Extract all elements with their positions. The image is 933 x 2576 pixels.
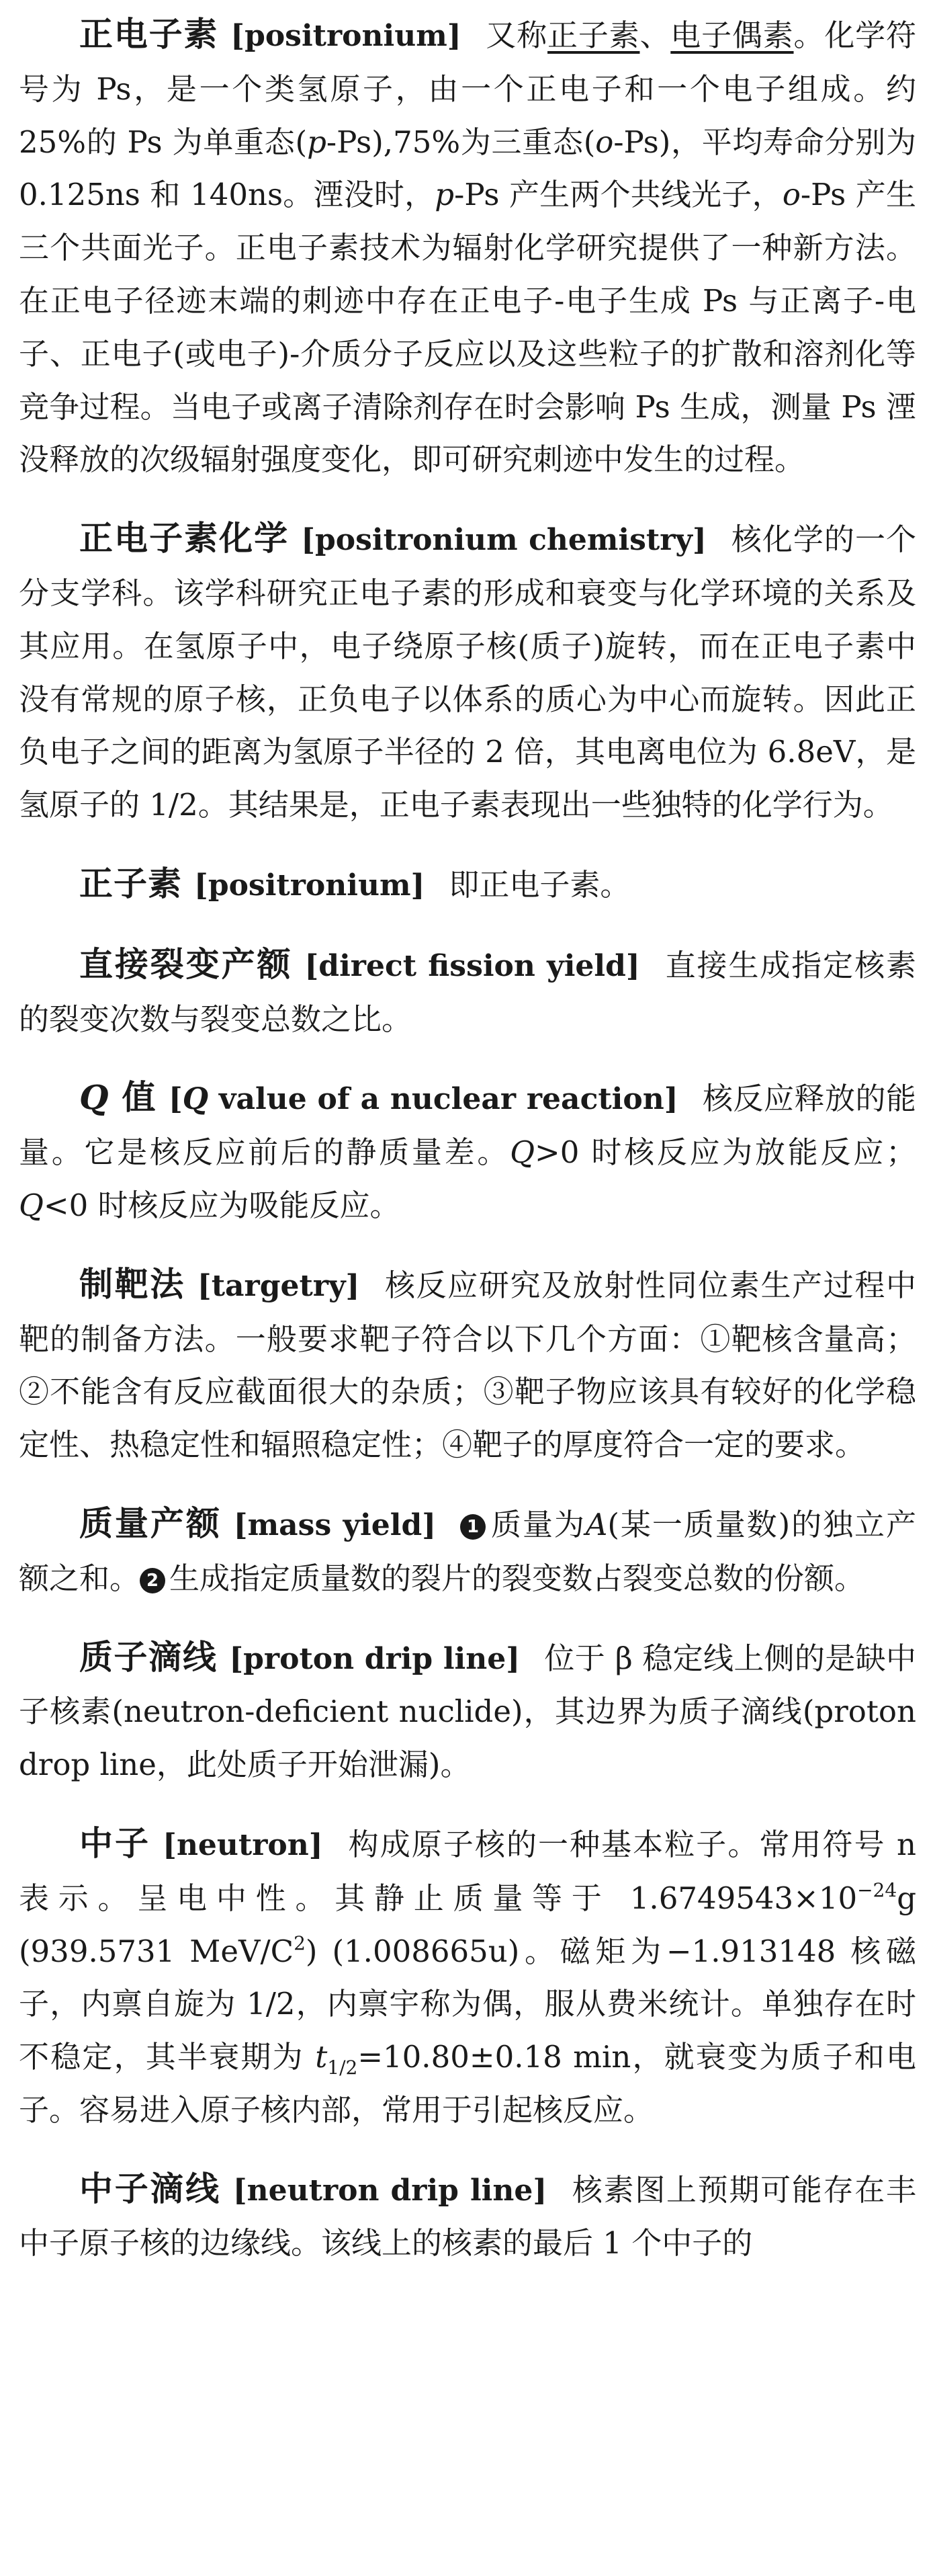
entry-text: 位于 β 稳定线上侧的是缺中子核素(neutron-deficient nuclide)，其边界为质子滴线(proton drop line，此处质子开始泄漏)。 <box>19 1640 917 1783</box>
entry-english-term: [positronium chemistry] <box>301 523 707 558</box>
entry-text: 即正电子素。 <box>449 866 631 903</box>
entry-text: 构成原子核的一种基本粒子。常用符号 n 表示。呈电中性。其静止质量等于 1.6749543×10 <box>19 1826 916 1916</box>
entry-english-term: value of a nuclear reaction] <box>208 1082 678 1117</box>
entry-english-term: [mass yield] <box>233 1507 437 1542</box>
entry-text: 。化学符号为 Ps，是一个类氢原子，由一个正电子和一个电子组成。约 25%的 Ps 为单重态( <box>19 17 916 160</box>
entry-english-open: [ <box>168 1082 183 1117</box>
entry-text: 、 <box>639 17 671 53</box>
entry-term: 值 <box>109 1078 157 1118</box>
entry-q-value <box>19 1071 916 1232</box>
entry-text: 核化学的一个分支学科。该学科研究正电子素的形成和衰变与化学环境的关系及其应用。在氢原子中，电子绕原子核(质子)旋转，而在正电子素中没有常规的原子核，正负电子以体系的质心为中心而旋转。因此正负电子之间的距离为氢原子半径的 2 倍，其电离电位为 6.8eV，是氢原子的 1/2。其结果是，正电子素表现出一些独特的化学行为。 <box>19 522 916 823</box>
entry-text: (某一质量数)的独立产额之和。 <box>19 1506 916 1596</box>
subscript: 1/2 <box>327 2056 358 2079</box>
entry-text: -Ps 产生两个共线光子， <box>454 177 783 213</box>
entry-proton-drip-line <box>19 1631 916 1792</box>
italic-symbol: Q <box>19 1187 44 1223</box>
italic-symbol: p <box>435 177 455 213</box>
entry-term: 制靶法 <box>79 1264 185 1304</box>
entry-targetry <box>19 1258 916 1472</box>
entry-text: 核素图上预期可能存在丰中子原子核的边缘线。该线上的核素的最后 1 个中子的 <box>19 2171 916 2261</box>
entry-positronium-alias <box>19 858 916 913</box>
entry-english-term: [proton drip line] <box>229 1641 521 1676</box>
entry-english-term: [targetry] <box>197 1268 360 1303</box>
entry-text: =10.80±0.18 min，就衰变为质子和电子。容易进入原子核内部，常用于引起核反应。 <box>19 2039 916 2128</box>
entry-english-term: [direct fission yield] <box>304 948 640 983</box>
entry-positronium <box>19 8 916 487</box>
entry-text: -Ps 产生三个共面光子。正电子素技术为辐射化学研究提供了一种新方法。在正电子径迹末端的刺迹中存在正电子-电子生成 Ps 与正离子-电子、正电子(或电子)-介质分子反应以及这些粒子的扩散和溶剂化等竞争过程。当电子或离子清除剂存在时会影响 Ps 生成，测量 Ps 湮没释放的次级辐射强度变化，即可研究刺迹中发生的过程。 <box>19 177 916 478</box>
entry-term: 质子滴线 <box>79 1637 218 1677</box>
superscript: −24 <box>857 1878 897 1901</box>
entry-text: g (939.5731 MeV/C <box>19 1880 916 1969</box>
entry-text: <0 时核反应为吸能反应。 <box>43 1187 400 1223</box>
entry-direct-fission-yield <box>19 938 916 1046</box>
entry-neutron-drip-line <box>19 2163 916 2271</box>
italic-symbol: t <box>315 2039 328 2075</box>
sense-number-badge: 1 <box>460 1514 486 1540</box>
entry-term: 正电子素化学 <box>79 519 290 558</box>
entry-text: 又称 <box>485 17 548 53</box>
entry-english-q: Q <box>182 1082 209 1117</box>
entry-term: 直接裂变产额 <box>79 944 293 984</box>
entry-text: -Ps)，平均寿命分别为 0.125ns 和 140ns。湮没时， <box>19 124 916 213</box>
entry-term: 中子滴线 <box>79 2169 221 2208</box>
entry-term-q: Q <box>79 1077 109 1118</box>
entry-neutron <box>19 1817 916 2137</box>
cross-reference-link[interactable]: 正子素 <box>547 17 640 53</box>
entry-text: 核反应研究及放射性同位素生产过程中靶的制备方法。一般要求靶子符合以下几个方面：①靶核含量高；②不能含有反应截面很大的杂质；③靶子物应该具有较好的化学稳定性、热稳定性和辐照稳定性；④靶子的厚度符合一定的要求。 <box>19 1267 916 1463</box>
entry-term: 正电子素 <box>79 15 219 54</box>
entry-mass-yield <box>19 1497 916 1606</box>
entry-term: 质量产额 <box>79 1503 222 1543</box>
entry-text: 直接生成指定核素的裂变次数与裂变总数之比。 <box>19 947 917 1037</box>
entry-text: 生成指定质量数的裂片的裂变数占裂变总数的份额。 <box>169 1560 865 1596</box>
italic-symbol: p <box>307 124 326 160</box>
italic-symbol: Q <box>510 1134 535 1171</box>
entry-english-term: [neutron] <box>163 1827 323 1862</box>
italic-symbol: o <box>782 177 801 213</box>
entry-english-term: [positronium] <box>194 868 425 903</box>
italic-symbol: o <box>595 124 614 160</box>
entry-text: >0 时核反应为放能反应； <box>534 1134 916 1171</box>
entry-text: -Ps),75%为三重态( <box>326 124 596 160</box>
entry-term: 正子素 <box>79 864 182 903</box>
superscript: 2 <box>294 1931 306 1954</box>
entry-text: ) (1.008665u)。磁矩为−1.913148 核磁子，内禀自旋为 1/2，内禀宇称为偶，服从费米统计。单独存在时不稳定，其半衰期为 <box>19 1933 917 2075</box>
entry-english-term: [neutron drip line] <box>232 2173 547 2208</box>
sense-number-badge: 2 <box>140 1568 165 1593</box>
entry-positronium-chemistry <box>19 512 916 832</box>
entry-term: 中子 <box>79 1823 151 1863</box>
entry-text: 核反应释放的能量。它是核反应前后的静质量差。 <box>19 1081 916 1171</box>
entry-english-term: [positronium] <box>230 19 461 53</box>
cross-reference-link[interactable]: 电子偶素 <box>670 17 794 53</box>
entry-text: 质量为 <box>490 1506 586 1542</box>
italic-symbol: A <box>585 1506 608 1542</box>
